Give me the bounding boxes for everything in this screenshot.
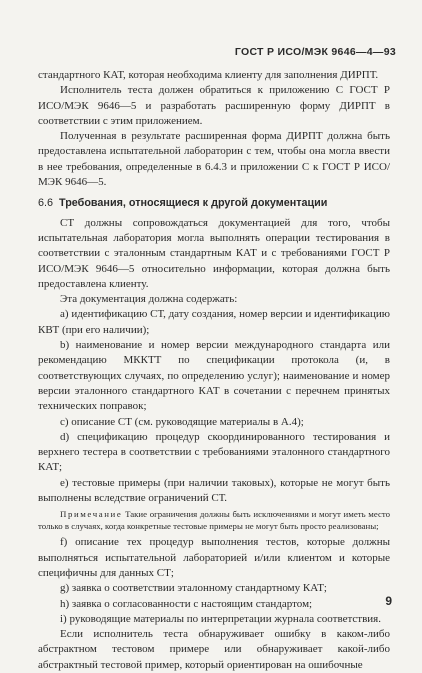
paragraph: СТ должны сопровождаться документацией для того, чтобы испытательная лаборатория могла выполнять операции тестирования в соответствии с эталонным стандартным КАТ и с требованиями ГОСТ Р ИСО/МЭК 9646—5 относительно информации, которая должна быть предоставлена клиенту.	[38, 216, 390, 290]
list-item-d: d) спецификацию процедур скоординированного тестирования и верхнего тестера в соответствии с требованиями эталонного стандартного КАТ;	[38, 430, 390, 474]
paragraph: Полученная в результате расширенная форма ДИРПТ должна быть предоставлена испытательной лабораторин с тем, чтобы она могла ввести в нее требования, определенные в 6.4.3 и приложении С к ГОСТ Р ИСО/МЭК 9646—5.	[38, 130, 390, 189]
section-heading	[38, 196, 390, 211]
paragraph: стандартного КАТ, которая необходима клиенту для заполнения ДИРПТ.	[38, 69, 379, 81]
section-title: Требования, относящиеся к другой документации	[59, 197, 328, 210]
note	[38, 509, 390, 532]
paragraph: Эта документация должна содержать:	[60, 293, 238, 306]
page-number: 9	[385, 594, 392, 608]
note-text: Такие ограничения должны быть исключениями и могут иметь место только в случаях, когда конкретные тестовые примеры не могут быть просто реализованы;	[38, 509, 391, 531]
list-item-i: i) руководящие материалы по интерпретации журнала соответствия.	[60, 612, 381, 625]
page-header: ГОСТ Р ИСО/МЭК 9646—4—93	[234, 46, 396, 58]
list-item-h: h) заявка о согласованности с настоящим стандартом;	[60, 597, 313, 610]
list-item-f: f) описание тех процедур выполнения тестов, которые должны выполняться испытательной лабораторией и/или клиентом и которые специфичны для данных СТ;	[38, 536, 390, 579]
list-item-b: b) наименование и номер версии международного стандарта или рекомендацию МККТТ по спецификации протокола (и, в соответствующих случаях, по определению услуг); наименование и номер версии эталонного стандартного КАТ в сочетании с перечнем принятых технических поправок;	[38, 339, 390, 413]
list-item-c: с) описание СТ (см. руководящие материалы в А.4);	[60, 415, 304, 428]
paragraph: Если исполнитель теста обнаруживает ошибку в каком-либо абстрактном тестовом примере или обнаруживает какой-либо абстрактный тестовой пример, который ориентирован на ошибочные	[38, 628, 390, 671]
list-item-e: е) тестовые примеры (при наличии таковых), которые не могут быть выполнены вследствие ограничений СТ.	[38, 476, 390, 505]
list-item-a: а) идентификацию СТ, дату создания, номер версии и идентификацию КВТ (при его наличии);	[38, 308, 390, 336]
note-label: Примечание	[60, 509, 123, 520]
document-body	[38, 68, 390, 673]
list-item-g: g) заявка о соответствии эталонному стандартному КАТ;	[60, 582, 327, 595]
paragraph: Исполнитель теста должен обратиться к приложению С ГОСТ Р ИСО/МЭК 9646—5 и разработать расширенную форму ДИРПТ в соответствии с этим приложением.	[38, 84, 390, 127]
section-number: 6.6	[38, 197, 54, 210]
